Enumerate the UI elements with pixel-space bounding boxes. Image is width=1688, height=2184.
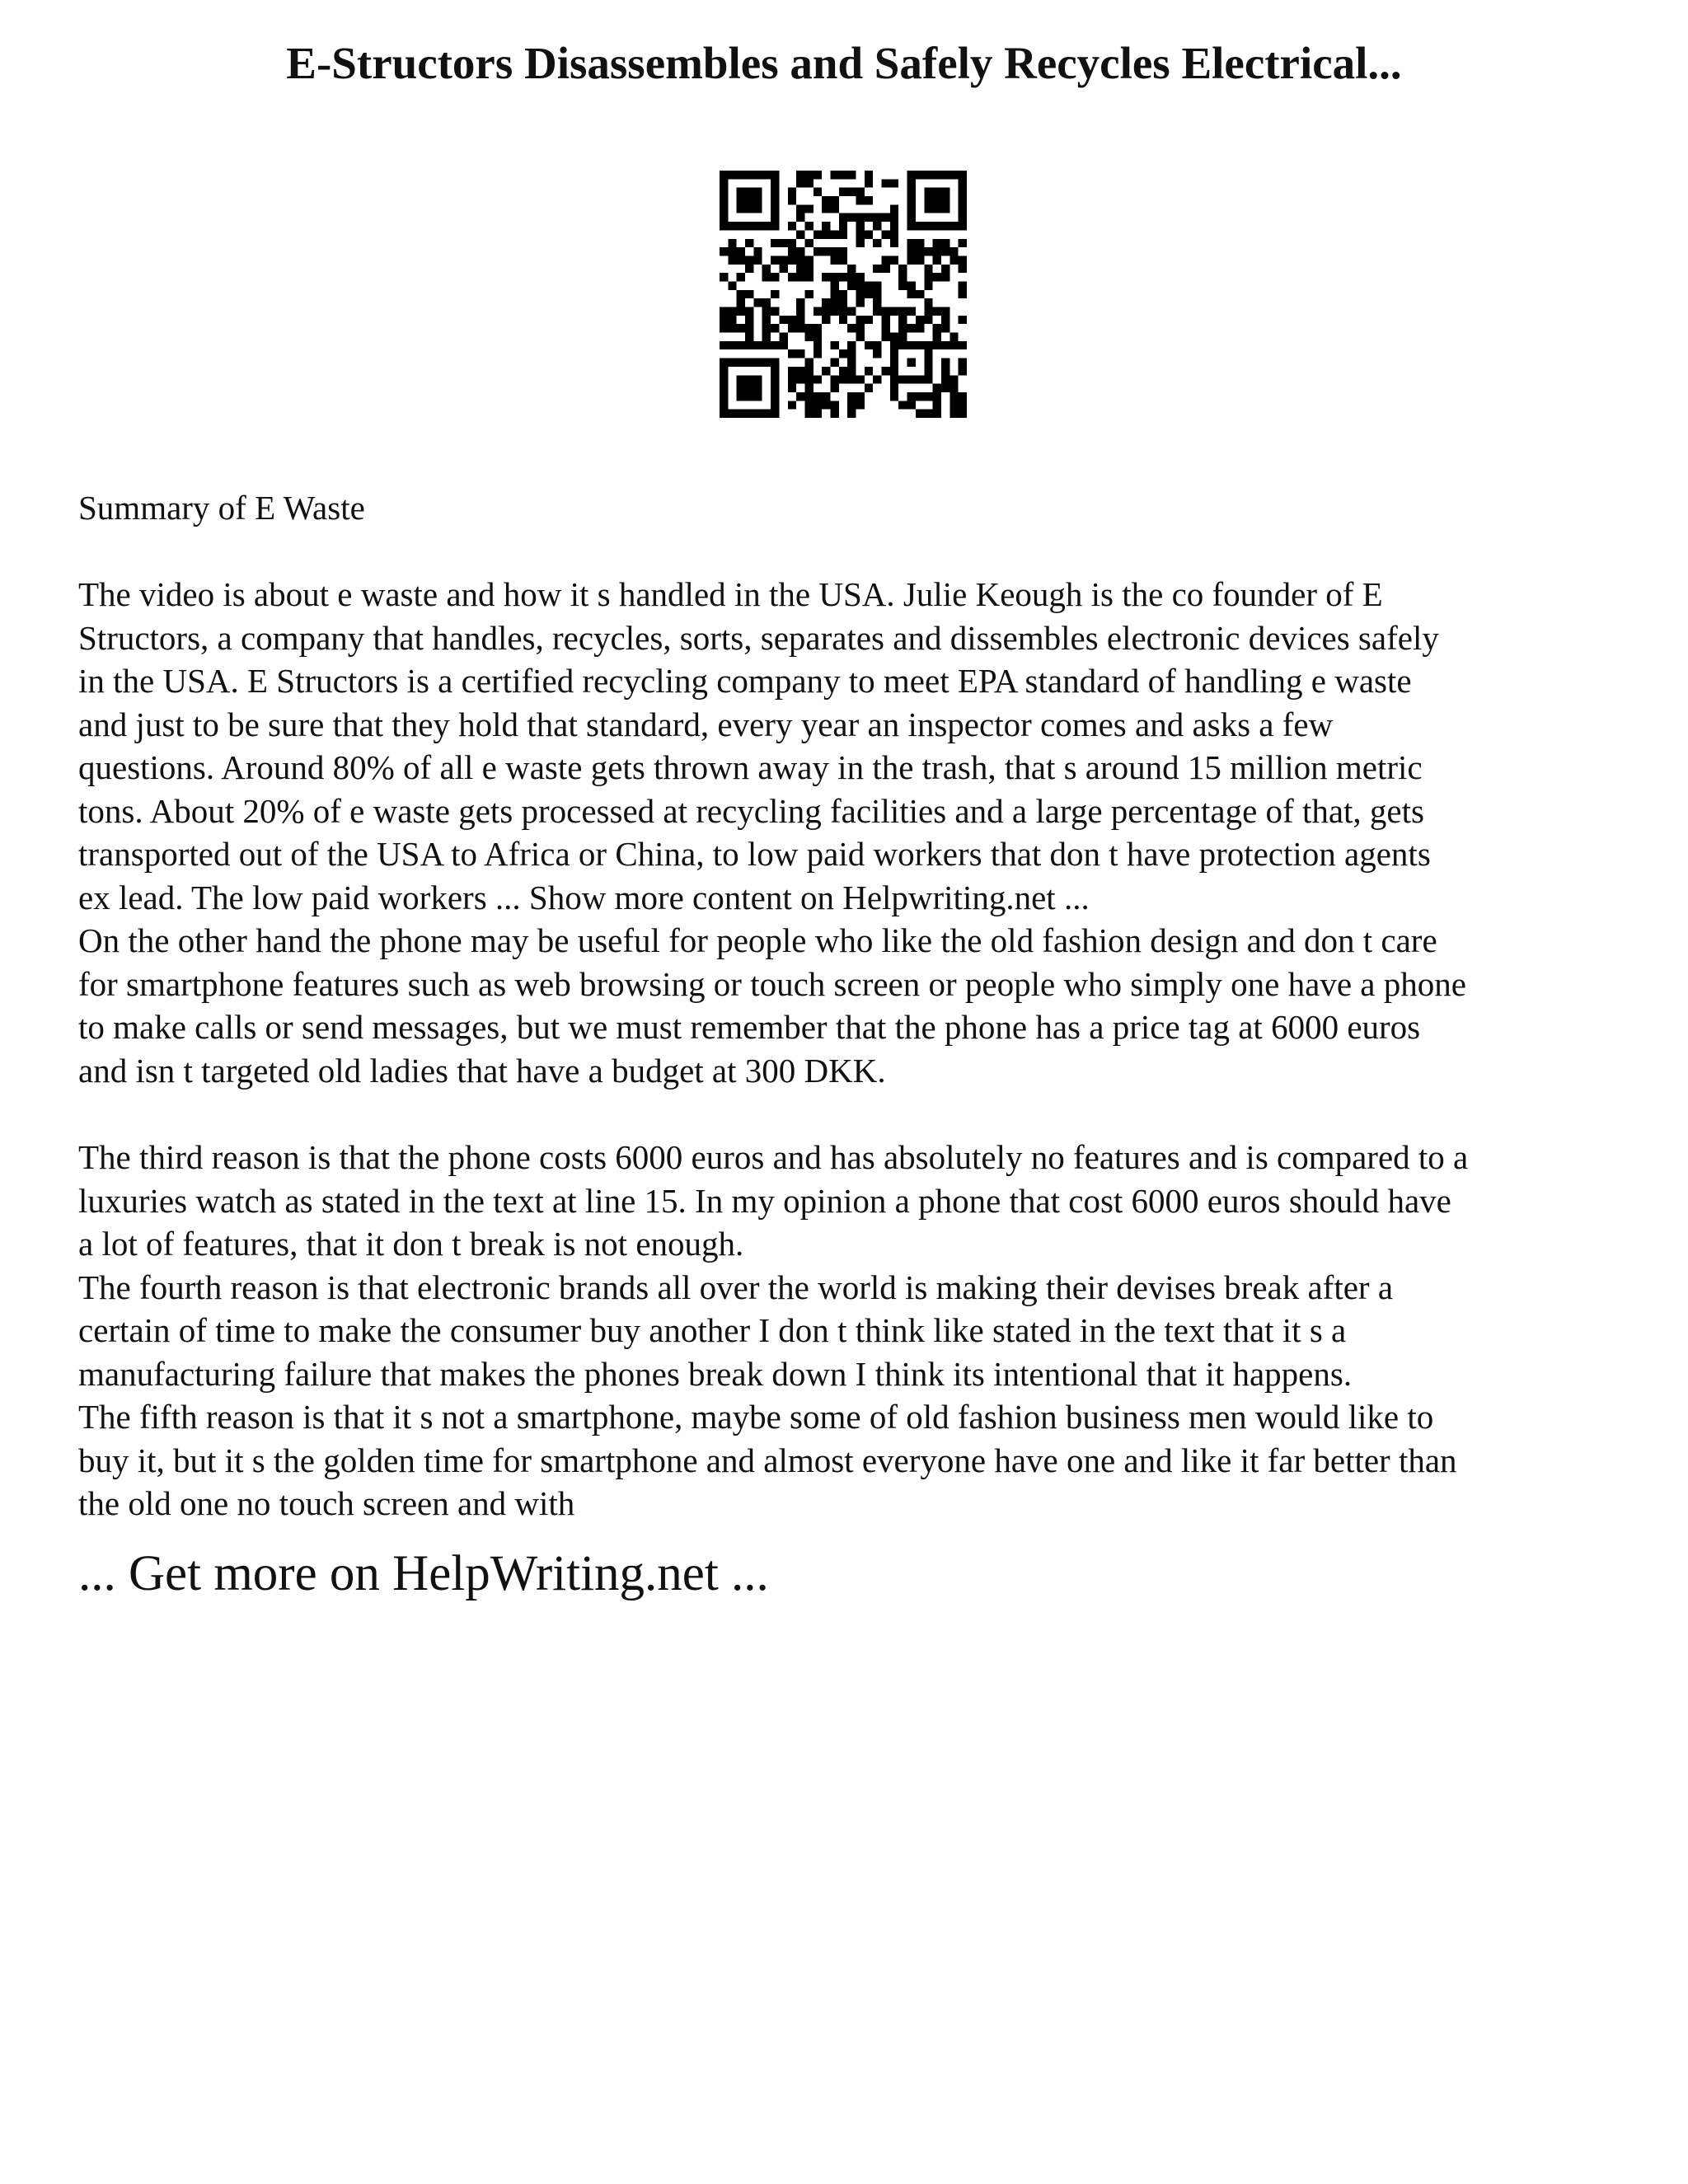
paragraph-1-line: tons. About 20% of e waste gets processed at recycling facilities and a large percentage of that, gets xyxy=(78,791,1424,830)
paragraph-1-line: questions. Around 80% of all e waste gets thrown away in the trash, that s around 15 million metric xyxy=(78,748,1423,786)
paragraph-1-line: in the USA. E Structors is a certified recycling company to meet EPA standard of handling e waste xyxy=(78,662,1412,700)
paragraph-1-line: transported out of the USA to Africa or China, to low paid workers that don t have protection agents xyxy=(78,835,1431,873)
summary-heading: Summary of E Waste xyxy=(78,489,365,527)
paragraph-1-line: Structors, a company that handles, recycles, sorts, separates and dissembles electronic devices safely xyxy=(78,618,1439,657)
paragraph-2-line: certain of time to make the consumer buy another I don t think like stated in the text that it s a xyxy=(78,1311,1347,1349)
paragraph-2-line: luxuries watch as stated in the text at line 15. In my opinion a phone that cost 6000 euros should have xyxy=(78,1181,1451,1220)
paragraph-2-line: the old one no touch screen and with xyxy=(78,1484,575,1522)
paragraph-2-line: manufacturing failure that makes the phones break down I think its intentional that it happens. xyxy=(78,1354,1353,1393)
paragraph-1-line: The video is about e waste and how it s handled in the USA. Julie Keough is the co founder of E xyxy=(78,575,1383,613)
paragraph-1 xyxy=(78,573,1628,1092)
paragraph-1-line: and just to be sure that they hold that standard, every year an inspector comes and asks a few xyxy=(78,705,1334,743)
paragraph-2-line: a lot of features, that it don t break is not enough. xyxy=(78,1225,744,1263)
paragraph-2-line: The fifth reason is that it s not a smartphone, maybe some of old fashion business men would like to xyxy=(78,1398,1434,1436)
paragraph-2 xyxy=(78,1136,1628,1526)
paragraph-2-line: The third reason is that the phone costs 6000 euros and has absolutely no features and is compared to a xyxy=(78,1138,1469,1176)
paragraph-1-line: to make calls or send messages, but we must remember that the phone has a price tag at 6000 euros xyxy=(78,1008,1421,1046)
paragraph-1-line: for smartphone features such as web browsing or touch screen or people who simply one have a phone xyxy=(78,964,1466,1003)
paragraph-1-line: On the other hand the phone may be useful for people who like the old fashion design and don t care xyxy=(78,921,1437,959)
paragraph-2-line: buy it, but it s the golden time for smartphone and almost everyone have one and like it far better than xyxy=(78,1441,1457,1479)
qr-code-icon xyxy=(720,171,967,418)
paragraph-1-line: and isn t targeted old ladies that have a budget at 300 DKK. xyxy=(78,1051,886,1090)
paragraph-1-line: ex lead. The low paid workers ... Show more content on Helpwriting.net ... xyxy=(78,878,1090,916)
helpwriting-link[interactable]: ... Get more on HelpWriting.net ... xyxy=(78,1546,769,1601)
paragraph-2-line: The fourth reason is that electronic brands all over the world is making their devises break after a xyxy=(78,1268,1394,1306)
document-title: E-Structors Disassembles and Safely Recycles Electrical... xyxy=(286,38,1402,88)
